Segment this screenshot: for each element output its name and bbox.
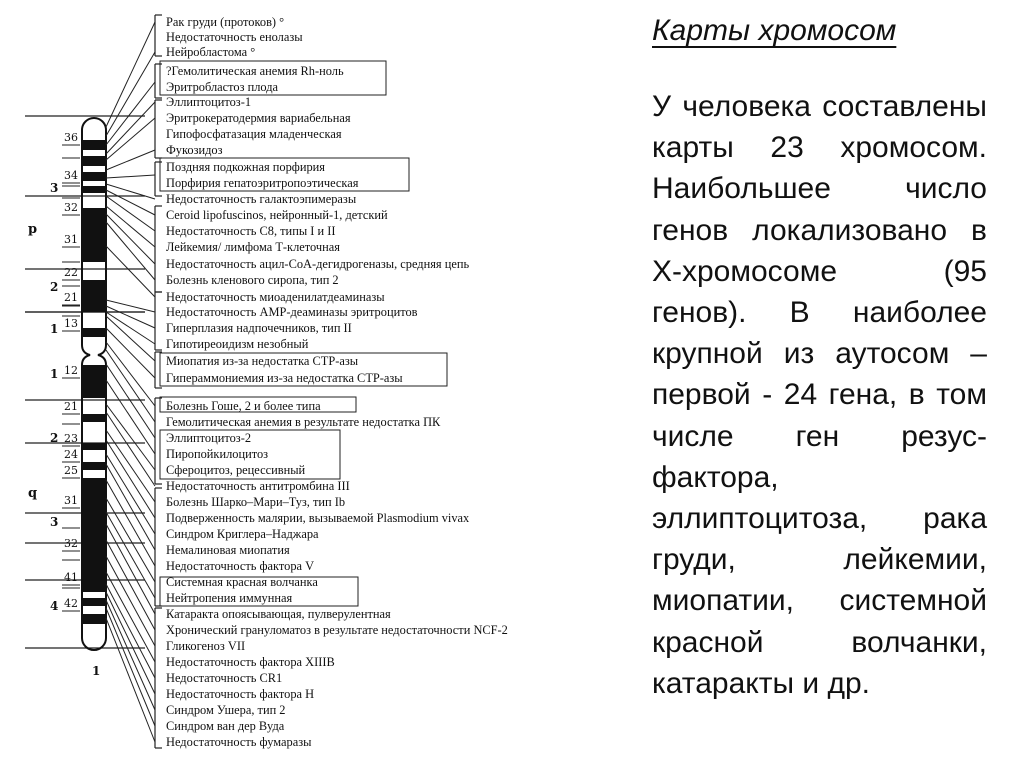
- dark-band: [82, 140, 106, 150]
- arm-label: q: [28, 486, 38, 501]
- band-label: 22: [64, 266, 78, 279]
- gene-label: Поздняя подкожная порфирия: [166, 160, 325, 174]
- gene-leader-line: [106, 300, 155, 312]
- gene-leader-line: [106, 404, 155, 470]
- gene-leader-line: [106, 364, 155, 438]
- region-number: 1: [50, 322, 59, 336]
- gene-label: Пиропойкилоцитоз: [166, 447, 269, 461]
- dark-band: [82, 478, 106, 592]
- band-label: 34: [64, 169, 78, 182]
- gene-leader-line: [106, 328, 155, 378]
- gene-leader-line: [106, 52, 155, 136]
- gene-label: Недостаточность фактора XIIIB: [166, 655, 335, 669]
- gene-leader-line: [106, 214, 155, 264]
- region-number: 1: [50, 367, 59, 381]
- band-label: 21: [64, 400, 78, 413]
- chromosome-bands: [82, 140, 106, 624]
- gene-leader-line: [106, 342, 155, 406]
- gene-label: Сфероцитоз, рецессивный: [166, 463, 306, 477]
- gene-label: Гликогеноз VII: [166, 639, 246, 653]
- dark-band: [82, 462, 106, 470]
- gene-label: Недостаточность CR1: [166, 671, 283, 685]
- gene-label: Ceroid lipofuscinos, нейронный-1, детский: [166, 208, 388, 222]
- gene-leader-line: [106, 150, 155, 170]
- gene-label: Немалиновая миопатия: [166, 543, 290, 557]
- region-number: 4: [50, 599, 59, 613]
- band-label: 13: [64, 317, 78, 330]
- gene-leader-line: [106, 608, 155, 726]
- slide-title: Карты хромосом: [652, 14, 897, 47]
- region-number: 3: [50, 181, 59, 195]
- gene-label: Недостаточность антитромбина III: [166, 479, 350, 493]
- dark-band: [82, 328, 106, 337]
- gene-label: Эллиптоцитоз-1: [166, 95, 252, 109]
- gene-label: Синдром ван дер Вуда: [166, 719, 285, 733]
- band-label: 31: [64, 494, 78, 507]
- dark-band: [82, 365, 106, 398]
- slide-body-text: У человека составлены карты 23 хромосом. Наибольшее число генов локализовано в Х-хромосоме (95 генов). В наиболее крупной из аутосом – первой - 24 гена, в том числе ген резус-фактора, эллиптоцитоза, рака груди, лейкемии, миопатии, системной красной волчанки, катаракты и др.: [652, 90, 987, 700]
- gene-leader-line: [106, 102, 155, 154]
- gene-label: Рак груди (протоков) °: [166, 15, 285, 29]
- gene-label: Болезнь Гоше, 2 и более типа: [166, 399, 321, 413]
- dark-band: [82, 598, 106, 606]
- region-number: 2: [50, 280, 59, 294]
- gene-label: Синдром Ушера, тип 2: [166, 703, 286, 717]
- region-number: 3: [50, 515, 59, 529]
- band-label: 36: [64, 131, 78, 144]
- gene-label: Недостаточность фумаразы: [166, 735, 312, 749]
- gene-leader-line: [106, 584, 155, 678]
- dark-band: [82, 414, 106, 422]
- gene-label: Недостаточность енолазы: [166, 30, 303, 44]
- gene-label: Гиперплазия надпочечников, тип II: [166, 321, 352, 335]
- gene-label: Недостаточность C8, типы I и II: [166, 224, 336, 238]
- band-labels: [64, 131, 78, 610]
- band-label: 12: [64, 364, 78, 377]
- gene-label: Недостаточность фактора H: [166, 687, 315, 701]
- gene-label: ?Гемолитическая анемия Rh-ноль: [166, 64, 344, 78]
- band-label: 25: [64, 464, 78, 477]
- band-label: 24: [64, 448, 78, 461]
- gene-leader-line: [106, 350, 155, 422]
- gene-label: Миопатия из-за недостатка CTP-азы: [166, 354, 359, 368]
- gene-leader-line: [106, 618, 155, 742]
- gene-leader-line: [106, 175, 155, 178]
- chromosome-ideogram: [82, 118, 106, 650]
- gene-label: Лейкемия/ лимфома Т-клеточная: [166, 240, 340, 254]
- dark-band: [82, 280, 106, 312]
- gene-leader-line: [106, 190, 155, 215]
- gene-label: Недостаточность галактоэпимеразы: [166, 192, 357, 206]
- gene-leader-line: [106, 196, 155, 231]
- gene-leader-line: [106, 82, 155, 145]
- gene-label: Подверженность малярии, вызываемой Plasmodium vivax: [166, 511, 470, 525]
- arm-label: p: [28, 222, 38, 237]
- gene-label: Эритрокератодермия вариабельная: [166, 111, 351, 125]
- gene-label: Гипофосфатазация младенческая: [166, 127, 342, 141]
- gene-label: Порфирия гепатоэритропоэтическая: [166, 176, 359, 190]
- gene-leader-line: [106, 22, 155, 127]
- region-number: 1: [92, 664, 101, 678]
- dark-band: [82, 614, 106, 624]
- gene-leader-line: [106, 206, 155, 247]
- gene-label: Хронический грануломатоз в результате недостаточности NCF-2: [166, 623, 508, 637]
- gene-label: Недостаточность миоаденилатдеаминазы: [166, 290, 385, 304]
- dark-band: [82, 208, 106, 262]
- gene-labels: [166, 15, 508, 749]
- gene-label: Фукозидоз: [166, 143, 223, 157]
- gene-label: Эллиптоцитоз-2: [166, 431, 252, 445]
- gene-label: Недостаточность фактора V: [166, 559, 315, 573]
- gene-label: Системная красная волчанка: [166, 575, 318, 589]
- gene-label: Нейробластома °: [166, 45, 256, 59]
- gene-label: Болезнь Шарко–Мари–Туз, тип Ib: [166, 495, 346, 509]
- dark-band: [82, 443, 106, 450]
- gene-label: Синдром Криглера–Наджара: [166, 527, 319, 541]
- gene-label: Гипераммониемия из-за недостатка CTP-азы: [166, 371, 403, 385]
- gene-label: Нейтропения иммунная: [166, 591, 293, 605]
- band-label: 41: [64, 571, 78, 584]
- dark-band: [82, 172, 106, 181]
- band-label: 31: [64, 233, 78, 246]
- gene-brackets: [155, 15, 162, 748]
- gene-label: Катаракта опоясывающая, пулверулентная: [166, 607, 391, 621]
- gene-leader-line: [106, 316, 155, 361]
- gene-label: Гемолитическая анемия в результате недостатка ПК: [166, 415, 441, 429]
- band-label: 23: [64, 432, 78, 445]
- arm-labels: [28, 222, 37, 501]
- region-number: 2: [50, 431, 59, 445]
- gene-label: Недостаточность AMP-деаминазы эритроцитов: [166, 305, 418, 319]
- band-label: 32: [64, 537, 78, 550]
- gene-label: Болезнь кленового сиропа, тип 2: [166, 273, 339, 287]
- gene-label: Эритробластоз плода: [166, 80, 279, 94]
- dark-band: [82, 156, 106, 166]
- gene-label: Недостаточность ацил-CoA-дегидрогеназы, средняя цепь: [166, 257, 470, 271]
- gene-leader-lines: [106, 22, 155, 742]
- band-label: 42: [64, 597, 78, 610]
- band-label: 21: [64, 291, 78, 304]
- dark-band: [82, 186, 106, 193]
- gene-label: Гипотиреоидизм незобный: [166, 337, 309, 351]
- band-label: 32: [64, 201, 78, 214]
- gene-leader-line: [106, 184, 155, 199]
- gene-leader-line: [106, 412, 155, 486]
